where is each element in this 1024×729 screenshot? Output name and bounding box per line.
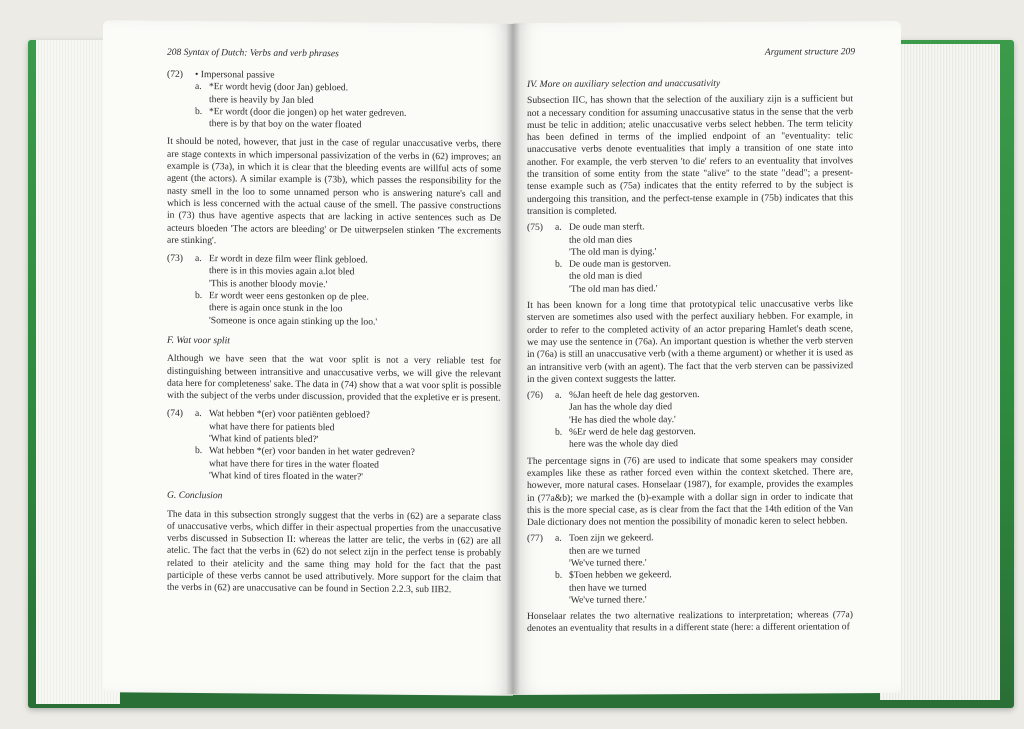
example-label: a. [195,408,202,420]
example-line: $Toen hebben we gekeerd. [569,569,672,582]
example-label: a. [555,533,562,545]
example-label: b. [195,290,203,302]
example-label: b. [195,105,203,117]
right-page-content [527,77,853,639]
example-gloss: here was the whole day died [569,438,678,451]
example-translation: 'Someone is once again stinking up the loo.' [209,314,378,328]
paragraph: It has been known for a long time that prototypical telic unaccusative verbs like sterven are sometimes also used with the perfect auxiliary hebben. For example, in order to refer to the completed activity of an actor preparing Hamlet's death scene, we may use the sentence in (76a). An important question is whether the verb sterven in (76a) is still an unaccusative verb (with a theme argument) or whether it is used as an intransitive verb (with an agent). The fact that the verb sterven can be passivized in the given context suggests the latter. [527,298,853,385]
example-label: a. [555,222,562,234]
example-line: De oude man sterft. [569,221,645,233]
example-gloss: the old man is died [569,270,643,283]
example-74 [167,408,501,485]
paragraph: Subsection IIC, has shown that the selection of the auxiliary zijn is a sufficient but not a necessary condition for assuming unaccusative status in the sense that the verb must be telic in addition; atelic unaccusative verbs select hebben. The term telicity has been defined in terms of the implied endpoint of an "eventuality: telic unaccusative verbs denote eventualities that imply a transition of one state into another. For example, the verb sterven 'to die' refers to an eventuality that involves the transition of some entity from the state "alive" to the state "dead"; a present-tense example such as (75a) indicates that the entity referred to by the subject is undergoing this transition, and the perfect-tense example in (75b) indicates that this transition is completed. [527,93,853,217]
example-73 [167,253,501,330]
paragraph: Honselaar relates the two alternative realizations to interpretation; whereas (77a) denotes an eventuality that results in a different state (here: a different orientation of [527,609,853,635]
example-label: b. [555,258,563,270]
example-label: b. [555,570,563,582]
example-gloss: then have we turned [569,581,647,594]
paragraph: The data in this subsection strongly suggest that the verbs in (62) are a separate class of unaccusative verbs, which differ in their aspectual properties from the unaccusative verbs discussed in Subsection II: whereas the latter are telic, the verbs in (62) are all atelic. The fact that the verbs in (62) do not select zijn in the perfect tense is probably related to their atelicity and the same thing may hold for the fact that the past participle of these verbs cannot be used attributively. More support for the claim that the verbs in (62) are unaccusative can be found in Section 2.2.3, sub IIB2. [167,508,501,596]
example-gloss: there is again once stunk in the loo [209,302,343,315]
example-gloss: then are we turned [569,545,641,557]
example-72 [167,69,501,133]
example-translation: 'We've turned there.' [569,557,647,569]
paragraph: The percentage signs in (76) are used to indicate that some speakers may consider examples like these as rather forced even within the context sketched. There are, however, more natural cases. Honselaar (1987), for example, provides the examples in (77a&b); we marked the (b)-example with a dollar sign in order to indicate that this is the more special case, as is clear from the fact that the 14th edition of the Van Dale dictionary does not mention the possibility of monadic keren to select hebben. [527,453,853,529]
section-heading: F. Wat voor split [167,334,230,347]
example-line: *Er wordt hevig (door Jan) gebloed. [209,81,349,94]
example-gloss: what have there for patients bled [209,420,335,433]
paragraph: Although we have seen that the wat voor split is not a very reliable test for distinguishing between intransitive and unaccusative verbs, we will give the relevant data here for completeness' sake. The data in (74) show that a wat voor split is possible with the subject of the verbs under discussion, provided that the expletive er is present. [167,353,501,404]
example-gloss: there is heavily by Jan bled [209,93,314,106]
example-line: %Jan heeft de hele dag gestorven. [569,389,700,401]
example-75 [527,221,853,296]
example-translation: 'This is another bloody movie.' [209,277,328,290]
example-line: Er wordt weer eens gestonken op de plee. [209,290,369,303]
example-gloss: the old man dies [569,233,633,246]
example-translation: 'We've turned there.' [569,594,647,606]
example-label: b. [195,445,203,457]
example-gloss: what have there for tires in the water floated [209,457,379,471]
section-heading: G. Conclusion [167,489,223,502]
example-line: Wat hebben *(er) voor banden in het water gedreven? [209,445,415,459]
example-gloss: there is by that boy on the water floated [209,118,362,131]
example-number: (77) [527,533,543,545]
example-label: b. [555,426,563,438]
left-page [103,20,513,696]
example-line: De oude man is gestorven. [569,258,672,270]
example-number: (72) [167,68,183,80]
example-number: (73) [167,252,183,265]
example-label: a. [555,389,562,401]
paragraph: It should be noted, however, that just in the case of regular unaccusative verbs, there are stage contexts in which impersonal passivization of the verbs in (62) improves; an example is (73a), in which it is clear that the bleeding events are willful acts of some agent (the actors). A similar example is (73b), which passes the responsibility for the nasty smell in the loo to some unnamed person who is answering nature's call and which is less concerned with the actual cause of the smell. The passive constructions in (73) thus have agentive aspects that are lacking in active sentences such as De acteurs bloeden 'The actors are bleeding' or De uitwerpselen stinken 'The excrements are stinking'. [167,136,501,247]
example-number: (74) [167,408,183,420]
book-gutter [506,24,520,694]
right-page [513,21,901,695]
example-77 [527,532,853,607]
example-76 [527,388,853,451]
example-label: a. [195,81,202,93]
left-page-content [167,69,501,603]
example-gloss: Jan has the whole day died [569,401,673,414]
example-line: Er wordt in deze film weer flink gebloed. [209,253,368,266]
example-translation: 'What kind of patients bled?' [209,433,319,446]
example-line: Toen zijn we gekeerd. [569,532,654,545]
example-number: (76) [527,389,543,402]
section-heading: IV. More on auxiliary selection and unaccusativity [527,77,721,90]
left-page-header: 208 Syntax of Dutch: Verbs and verb phrases [167,47,339,60]
example-gloss: there is in this movies again a.lot bled [209,265,355,278]
example-line: %Er werd de hele dag gestorven. [569,426,696,438]
example-translation: 'The old man is dying.' [569,246,657,258]
example-translation: 'The old man has died.' [569,283,658,295]
example-translation: 'What kind of tires floated in the water?' [209,470,363,483]
example-line: Wat hebben *(er) voor patiënten gebloed? [209,408,370,421]
example-label: a. [195,253,202,265]
example-number: (75) [527,222,543,234]
example-translation: 'He has died the whole day.' [569,413,676,426]
right-page-header: Argument structure 209 [764,47,855,58]
example-line: *Er wordt (door die jongen) op het water gedreven. [209,106,407,119]
example-title: • Impersonal passive [195,69,275,81]
